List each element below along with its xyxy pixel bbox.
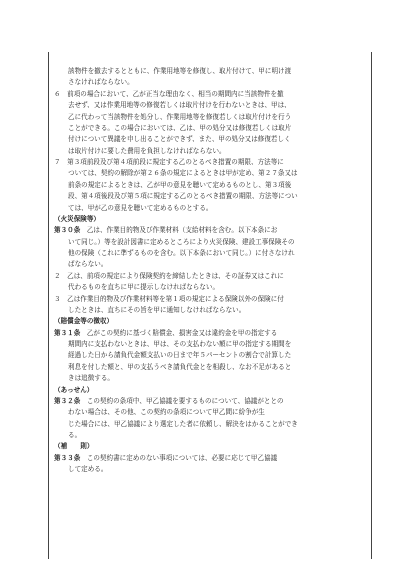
line-text: ６ 前項の場合において、乙が正当な理由なく、相当の期間内に当該物件を撤 bbox=[54, 89, 284, 98]
line-text: ２ 乙は、前項の規定により保険契約を締結したときは、その証券又はこれに bbox=[54, 271, 284, 280]
line-text: 去せず、又は作業用地等の修復若しくは取片付けを行わないときは、甲は、 bbox=[68, 101, 291, 110]
section-heading bbox=[54, 214, 367, 225]
line-text: 乙は、作業目的物及び作業材料（支給材料を含む。以下本条にお bbox=[80, 226, 278, 235]
text-line bbox=[54, 294, 367, 305]
line-text: きは追徴する。 bbox=[68, 374, 114, 383]
text-line bbox=[54, 77, 367, 88]
text-line bbox=[54, 66, 367, 77]
text-line bbox=[54, 396, 367, 407]
line-text: さなければならない。 bbox=[68, 78, 134, 87]
line-text: 経過した日から請負代金額支払いの日まで年５パーセントの割合で計算した bbox=[68, 351, 292, 360]
text-line bbox=[54, 203, 367, 214]
line-text: この契約書に定めのない事項については、必要に応じて甲乙協議 bbox=[80, 453, 278, 462]
text-line bbox=[54, 191, 367, 202]
text-line bbox=[54, 407, 367, 418]
line-text: ７ 第３項前段及び第４項前段に規定する乙のとるべき措置の期限、方法等に bbox=[54, 158, 284, 166]
line-text: して定める。 bbox=[68, 465, 108, 474]
text-line bbox=[54, 100, 367, 111]
article-number: 第３３条 bbox=[54, 453, 81, 462]
line-text: 段、第４項後段及び第５項に規定する乙のとるべき措置の期限、方法等につい bbox=[68, 192, 298, 201]
line-text: （賠償金等の徴収） bbox=[54, 317, 114, 326]
line-text: この契約の条項中、甲乙協議を要するものについて、協議がととの bbox=[80, 396, 284, 405]
line-text: 乙がこの契約に基づく賠償金、損害金又は違約金を甲の指定する bbox=[80, 328, 278, 337]
text-line bbox=[54, 123, 367, 134]
article-number: 第３１条 bbox=[54, 328, 81, 337]
line-text: る。 bbox=[68, 431, 82, 439]
text-line bbox=[54, 248, 367, 259]
document-body bbox=[54, 66, 367, 476]
line-text: 代わるものを直ちに甲に提示しなければならない。 bbox=[68, 283, 220, 292]
text-line bbox=[54, 339, 367, 350]
line-text: 乙に代わって当該物件を処分し、作業用地等を修復若しくは取片付けを行う bbox=[68, 112, 292, 121]
text-line bbox=[54, 168, 367, 179]
line-text: ばならない。 bbox=[68, 260, 108, 269]
section-heading bbox=[54, 385, 367, 396]
text-line bbox=[54, 362, 367, 373]
text-line bbox=[54, 112, 367, 123]
line-text: わない場合は、その他、この契約の条項について甲乙間に紛争が生 bbox=[68, 408, 265, 417]
section-heading bbox=[54, 441, 367, 452]
text-line bbox=[54, 259, 367, 270]
line-text: （火災保険等） bbox=[54, 214, 100, 223]
line-text: じた場合には、甲乙協議により選定した者に依頼し、解決をはかることができ bbox=[68, 419, 298, 428]
text-line bbox=[54, 453, 367, 464]
line-text: は取片付けに要した費用を負担しなければならない。 bbox=[68, 146, 226, 155]
text-line bbox=[54, 225, 367, 236]
text-line bbox=[54, 350, 367, 361]
line-text: 付けについて異議を申し出ることができず、また、甲の処分又は修復若しく bbox=[68, 135, 291, 144]
line-text: 利息を付した額と、甲の支払うべき請負代金とを相殺し、なお不足があると bbox=[68, 362, 292, 371]
article-number: 第３０条 bbox=[54, 226, 81, 235]
text-line bbox=[54, 237, 367, 248]
text-line bbox=[54, 430, 367, 441]
line-text: 前条の規定によるときは、乙が甲の意見を聴いて定めるものとし、第３項後 bbox=[68, 180, 292, 189]
line-text: ついては、契約の解除が第２６条の規定によるときは甲が定め、第２７条又は bbox=[68, 169, 298, 178]
line-text: 他の保険（これに準ずるものを含む。以下本条において同じ。）に付さなけれ bbox=[68, 249, 295, 257]
line-text: （補 則） bbox=[54, 442, 94, 451]
text-line bbox=[54, 373, 367, 384]
article-number: 第３２条 bbox=[54, 396, 81, 405]
line-text: したときは、直ちにその旨を甲に通知しなければならない。 bbox=[68, 305, 246, 314]
section-heading bbox=[54, 316, 367, 327]
text-line bbox=[54, 157, 367, 168]
line-text: ことができる。この場合においては、乙は、甲の処分又は修復若しくは取片 bbox=[68, 123, 292, 132]
line-text: ３ 乙は作業目的物及び作業材料等を第１項の規定による保険以外の保険に付 bbox=[54, 294, 284, 303]
text-line bbox=[54, 180, 367, 191]
text-line bbox=[54, 305, 367, 316]
text-line bbox=[54, 419, 367, 430]
line-text: 期間内に支払わないときは、甲は、その支払わない額に甲の指定する期間を bbox=[68, 340, 292, 348]
line-text: （あっせん） bbox=[54, 385, 94, 394]
line-text: 該物件を撤去するとともに、作業用地等を修復し、取片付けて、甲に明け渡 bbox=[68, 67, 292, 75]
text-line bbox=[54, 464, 367, 475]
line-text: いて同じ。）等を設計図書に定めるところにより火災保険、建設工事保険その bbox=[68, 237, 295, 246]
text-line bbox=[54, 328, 367, 339]
text-line bbox=[54, 146, 367, 157]
text-line bbox=[54, 134, 367, 145]
text-line bbox=[54, 282, 367, 293]
line-text: ては、甲が乙の意見を聴いて定めるものとする。 bbox=[68, 203, 213, 212]
text-line bbox=[54, 271, 367, 282]
text-line bbox=[54, 89, 367, 100]
